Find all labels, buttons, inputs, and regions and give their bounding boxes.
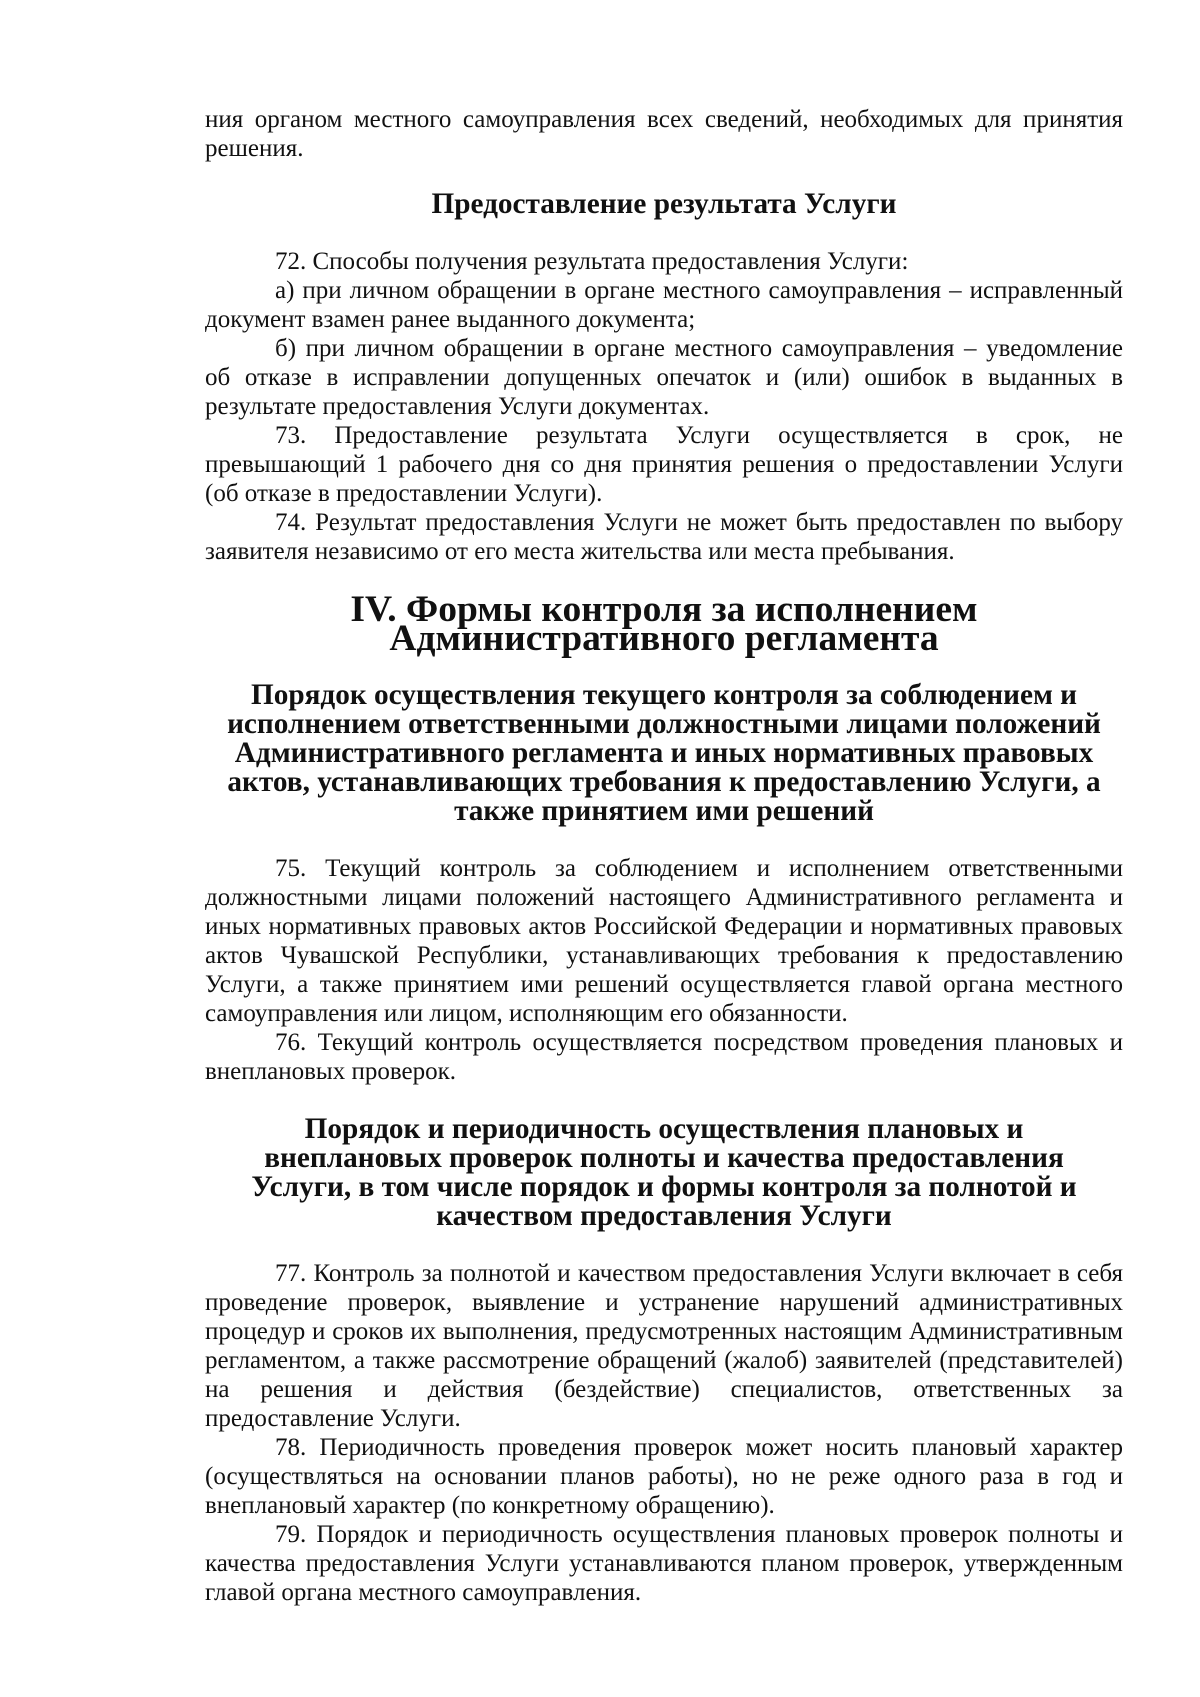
intro-paragraph: ния органом местного самоуправления всех сведений, необходимых для принятия решения.	[205, 106, 1123, 162]
paragraph-72a: а) при личном обращении в органе местного самоуправления – исправленный документ взамен ранее выданного документа;	[205, 277, 1123, 333]
heading-result: Предоставление результата Услуги	[431, 188, 897, 220]
paragraph-75: 75. Текущий контроль за соблюдением и исполнением ответственными должностными лицами положений настоящего Административного регламента и иных нормативных правовых актов Российской Федерации и нормативных правовых актов Чувашской Республики, устанавливающих требования к предоставлению Услуги, а также принятием ими решений осуществляется главой органа местного самоуправления или лицом, исполняющим его обязанности.	[205, 855, 1123, 1027]
paragraph-76: 76. Текущий контроль осуществляется посредством проведения плановых и внеплановых проверок.	[205, 1029, 1123, 1085]
document-page	[205, 105, 1123, 1607]
paragraph-77: 77. Контроль за полнотой и качеством предоставления Услуги включает в себя проведение проверок, выявление и устранение нарушений административных процедур и сроков их выполнения, предусмотренных настоящим Административным регламентом, а также рассмотрение обращений (жалоб) заявителей (представителей) на решения и действия (бездействие) специалистов, ответственных за предоставление Услуги.	[205, 1260, 1123, 1432]
paragraph-73: 73. Предоставление результата Услуги осуществляется в срок, не превышающий 1 рабочего дня со дня принятия решения о предоставлении Услуги (об отказе в предоставлении Услуги).	[205, 422, 1123, 507]
paragraph-78: 78. Периодичность проведения проверок может носить плановый характер (осуществляться на основании планов работы), но не реже одного раза в год и внеплановый характер (по конкретному обращению).	[205, 1434, 1123, 1519]
paragraph-74: 74. Результат предоставления Услуги не может быть предоставлен по выбору заявителя независимо от его места жительства или места пребывания.	[205, 509, 1123, 565]
section-iv-title: IV. Формы контроля за исполнением Административного регламента	[350, 589, 978, 659]
paragraph-72b: б) при личном обращении в органе местного самоуправления – уведомление об отказе в исправлении допущенных опечаток и (или) ошибок в выданных в результате предоставления Услуги документах.	[205, 335, 1123, 420]
paragraph-79: 79. Порядок и периодичность осуществления плановых проверок полноты и качества предоставления Услуги устанавливаются планом проверок, утвержденным главой органа местного самоуправления.	[205, 1521, 1123, 1606]
heading-current-control: Порядок осуществления текущего контроля за соблюдением и исполнением ответственными должностными лицами положений Административного регламента и иных нормативных правовых актов, устанавливающих требования к предоставлению Услуги, а также принятием ими решений	[227, 679, 1101, 827]
paragraph-72: 72. Способы получения результата предоставления Услуги:	[275, 248, 909, 275]
heading-inspections: Порядок и периодичность осуществления плановых и внеплановых проверок полноты и качества предоставления Услуги, в том числе порядок и формы контроля за полнотой и качеством предоставления Услуги	[251, 1113, 1077, 1232]
